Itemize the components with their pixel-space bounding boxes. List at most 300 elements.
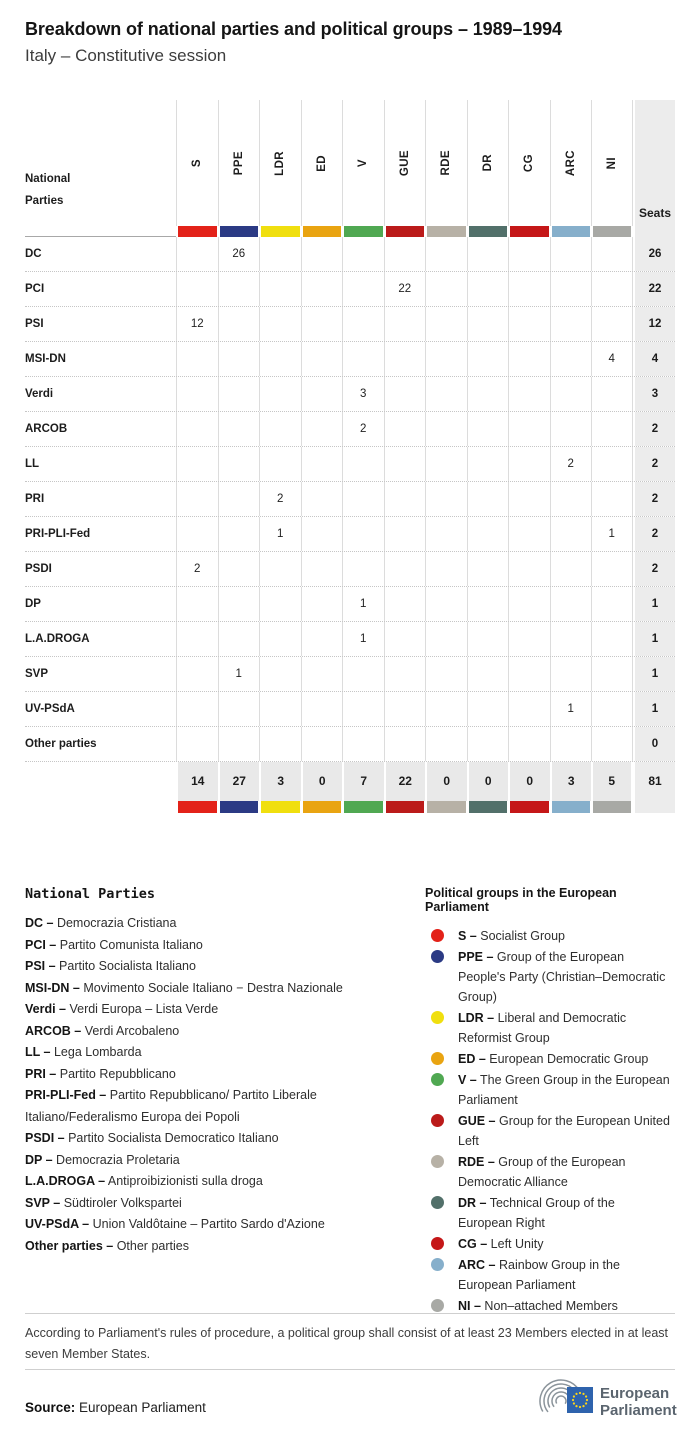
legend-groups-heading: Political groups in the European Parliament	[425, 886, 617, 914]
source-label: Source:	[25, 1400, 76, 1415]
legend-group-item	[425, 1070, 677, 1110]
group-description: DR – Technical Group of the European Right	[458, 1196, 615, 1230]
bar-cells	[176, 226, 633, 237]
cell-GUE	[384, 657, 426, 691]
group-code-label: V	[357, 158, 370, 168]
legend-party-item: SVP – Südtiroler Volkspartei	[25, 1195, 182, 1210]
legend-parties-heading: National Parties	[25, 886, 156, 902]
color-swatch	[344, 226, 383, 237]
table-row	[25, 552, 675, 587]
cell-CG	[508, 622, 550, 656]
seats-cell: 2	[635, 552, 675, 586]
group-code-label: NI	[605, 156, 618, 170]
cell-ED	[301, 692, 343, 726]
source-value: European Parliament	[79, 1400, 206, 1415]
cell-ED	[301, 272, 343, 306]
seats-cell: 26	[635, 237, 675, 271]
national-parties-legend	[25, 886, 420, 1257]
cell-RDE	[425, 377, 467, 411]
cell-ARC	[550, 657, 592, 691]
group-color-bar-S	[176, 226, 218, 237]
group-code-label: S	[191, 158, 204, 168]
cell-PPE	[218, 692, 260, 726]
group-column-header-S	[176, 100, 218, 226]
group-abbr: ARC –	[458, 1258, 496, 1272]
cell-DR	[467, 237, 509, 271]
cell-S: 12	[176, 307, 218, 341]
cell-LDR	[259, 307, 301, 341]
table-row	[25, 482, 675, 517]
legend-group-item	[425, 1049, 677, 1069]
cell-DR	[467, 342, 509, 376]
group-color-bar-S	[176, 801, 218, 813]
cell-ED	[301, 657, 343, 691]
cell-LDR	[259, 447, 301, 481]
cell-ED	[301, 517, 343, 551]
party-name-cell: ARCOB	[25, 423, 68, 435]
cell-ARC: 1	[550, 692, 592, 726]
party-abbr: ARCOB –	[25, 1023, 82, 1038]
seats-cell: 2	[635, 447, 675, 481]
table-row	[25, 237, 675, 272]
legend-party-item: DP – Democrazia Proletaria	[25, 1152, 180, 1167]
party-name-cell: UV-PSdA	[25, 703, 75, 715]
total-DR: 0	[467, 762, 509, 801]
group-color-bar-LDR	[259, 801, 301, 813]
color-bar-top	[25, 226, 675, 237]
color-swatch	[261, 226, 300, 237]
party-abbr: PRI-PLI-Fed –	[25, 1088, 107, 1102]
row-cells	[176, 412, 633, 446]
color-swatch	[344, 801, 383, 813]
cell-ARC: 2	[550, 447, 592, 481]
group-color-dot	[431, 950, 444, 963]
cell-PPE	[218, 272, 260, 306]
cell-RDE	[425, 447, 467, 481]
cell-LDR	[259, 377, 301, 411]
cell-GUE	[384, 447, 426, 481]
legend-group-item	[425, 1152, 677, 1192]
cell-GUE	[384, 552, 426, 586]
cell-RDE	[425, 622, 467, 656]
cell-DR	[467, 517, 509, 551]
cell-GUE	[384, 692, 426, 726]
group-description: CG – Left Unity	[458, 1237, 544, 1251]
group-abbr: S –	[458, 929, 477, 943]
group-color-bar-V	[342, 226, 384, 237]
total-GUE: 22	[384, 762, 426, 801]
color-swatch	[427, 801, 466, 813]
group-color-bar-GUE	[384, 226, 426, 237]
group-abbr: LDR –	[458, 1011, 495, 1025]
group-abbr: DR –	[458, 1196, 487, 1210]
table-header-row	[25, 100, 675, 226]
cell-V	[342, 517, 384, 551]
group-column-header-ED	[301, 100, 343, 226]
table-row	[25, 692, 675, 727]
group-color-bar-ARC	[550, 226, 592, 237]
legend-group-item	[425, 1234, 677, 1254]
group-color-bar-ED	[301, 226, 343, 237]
cell-S	[176, 237, 218, 271]
cell-CG	[508, 482, 550, 516]
source-line	[25, 1400, 206, 1415]
row-cells	[176, 482, 633, 516]
total-RDE: 0	[425, 762, 467, 801]
seats-header-label: Seats	[638, 206, 672, 220]
color-swatch	[552, 801, 591, 813]
legend-party-item: PRI – Partito Repubblicano	[25, 1066, 176, 1081]
group-description: S – Socialist Group	[458, 929, 565, 943]
group-color-bar-ARC	[550, 801, 592, 813]
totals-cells	[176, 762, 633, 801]
legend-party-item: Verdi – Verdi Europa – Lista Verde	[25, 1002, 219, 1016]
cell-ED	[301, 307, 343, 341]
party-name-cell: Verdi	[25, 388, 54, 400]
cell-V	[342, 272, 384, 306]
total-ED: 0	[301, 762, 343, 801]
group-code-label: CG	[523, 153, 536, 173]
cell-CG	[508, 552, 550, 586]
party-name-cell: MSI-DN	[25, 353, 66, 365]
party-abbr: Other parties –	[25, 1238, 114, 1253]
seats-cell: 1	[635, 587, 675, 621]
color-swatch	[552, 226, 591, 237]
cell-RDE	[425, 657, 467, 691]
group-code-label: LDR	[274, 150, 287, 176]
legend-group-item	[425, 1193, 677, 1233]
seats-cell: 1	[635, 622, 675, 656]
table-row	[25, 727, 675, 762]
seats-column-fill	[635, 801, 675, 813]
party-abbr: PCI –	[25, 937, 57, 952]
group-abbr: V –	[458, 1073, 477, 1087]
cell-ARC	[550, 482, 592, 516]
group-description: ARC – Rainbow Group in the European Parliament	[458, 1258, 620, 1292]
seats-cell: 0	[635, 727, 675, 761]
group-column-header-ARC	[550, 100, 592, 226]
group-color-bar-PPE	[218, 226, 260, 237]
party-abbr: PSDI –	[25, 1131, 65, 1145]
group-color-bar-CG	[508, 226, 550, 237]
group-color-dot	[431, 1011, 444, 1024]
cell-S	[176, 482, 218, 516]
cell-LDR	[259, 412, 301, 446]
color-swatch	[178, 226, 217, 237]
table-row	[25, 342, 675, 377]
seats-cell: 2	[635, 412, 675, 446]
party-abbr: DP –	[25, 1152, 53, 1167]
cell-S: 2	[176, 552, 218, 586]
party-name-cell: PCI	[25, 283, 45, 295]
group-code-label: ED	[315, 154, 328, 172]
cell-RDE	[425, 272, 467, 306]
cell-S	[176, 587, 218, 621]
cell-ARC	[550, 622, 592, 656]
cell-ED	[301, 587, 343, 621]
total-CG: 0	[508, 762, 550, 801]
color-swatch	[510, 801, 549, 813]
seats-cell: 2	[635, 482, 675, 516]
party-name-cell: SVP	[25, 668, 49, 680]
cell-ARC	[550, 412, 592, 446]
seats-cell: 3	[635, 377, 675, 411]
group-abbr: CG –	[458, 1237, 488, 1251]
party-name-cell: L.A.DROGA	[25, 633, 90, 645]
seats-cell: 2	[635, 517, 675, 551]
row-cells	[176, 727, 633, 761]
group-column-header-LDR	[259, 100, 301, 226]
group-code-label: DR	[481, 154, 494, 172]
legend-group-item	[425, 1255, 677, 1295]
cell-ARC	[550, 342, 592, 376]
cell-LDR	[259, 657, 301, 691]
cell-PPE: 26	[218, 237, 260, 271]
group-abbr: NI –	[458, 1299, 481, 1313]
cell-GUE	[384, 342, 426, 376]
table-row	[25, 447, 675, 482]
cell-CG	[508, 377, 550, 411]
group-color-dot	[431, 1237, 444, 1250]
cell-DR	[467, 692, 509, 726]
cell-CG	[508, 517, 550, 551]
legend-group-item	[425, 1111, 677, 1151]
group-color-bar-LDR	[259, 226, 301, 237]
table-body	[25, 237, 675, 762]
cell-PPE	[218, 587, 260, 621]
total-S: 14	[176, 762, 218, 801]
group-color-dot	[431, 1196, 444, 1209]
group-column-header-GUE	[384, 100, 426, 226]
cell-DR	[467, 307, 509, 341]
group-description: GUE – Group for the European United Left	[458, 1114, 670, 1148]
cell-ARC	[550, 307, 592, 341]
group-code-label: GUE	[398, 149, 411, 177]
color-swatch	[469, 801, 508, 813]
seats-header-cell	[635, 100, 675, 226]
table-row	[25, 657, 675, 692]
cell-V	[342, 727, 384, 761]
cell-V	[342, 237, 384, 271]
cell-RDE	[425, 342, 467, 376]
cell-NI: 4	[591, 342, 633, 376]
party-abbr: L.A.DROGA –	[25, 1174, 106, 1188]
legend-group-item	[425, 1008, 677, 1048]
group-color-bar-CG	[508, 801, 550, 813]
totals-row	[25, 762, 675, 801]
table-row	[25, 412, 675, 447]
row-cells	[176, 237, 633, 271]
cell-CG	[508, 587, 550, 621]
color-swatch	[220, 801, 259, 813]
total-NI: 5	[591, 762, 633, 801]
cell-NI	[591, 692, 633, 726]
cell-LDR: 2	[259, 482, 301, 516]
national-parties-label: National Parties	[25, 173, 71, 207]
legend-party-item: PCI – Partito Comunista Italiano	[25, 937, 203, 952]
cell-RDE	[425, 552, 467, 586]
cell-CG	[508, 342, 550, 376]
group-color-bar-PPE	[218, 801, 260, 813]
cell-LDR	[259, 587, 301, 621]
cell-S	[176, 517, 218, 551]
cell-RDE	[425, 412, 467, 446]
cell-ED	[301, 552, 343, 586]
group-column-header-RDE	[425, 100, 467, 226]
bar-row-label-cell	[25, 226, 176, 237]
cell-DR	[467, 552, 509, 586]
cell-CG	[508, 447, 550, 481]
cell-CG	[508, 272, 550, 306]
cell-NI	[591, 412, 633, 446]
cell-PPE	[218, 447, 260, 481]
group-color-bar-RDE	[425, 226, 467, 237]
party-abbr: SVP –	[25, 1195, 61, 1210]
table-row	[25, 587, 675, 622]
cell-NI	[591, 307, 633, 341]
party-abbr: MSI-DN –	[25, 980, 80, 995]
party-abbr: DC –	[25, 916, 54, 930]
group-color-dot	[431, 1052, 444, 1065]
table-row	[25, 307, 675, 342]
color-swatch	[178, 801, 217, 813]
group-code-label: RDE	[440, 150, 453, 176]
row-cells	[176, 307, 633, 341]
cell-PPE	[218, 482, 260, 516]
party-abbr: LL –	[25, 1045, 51, 1059]
cell-LDR	[259, 622, 301, 656]
cell-S	[176, 342, 218, 376]
cell-GUE	[384, 517, 426, 551]
party-abbr: Verdi –	[25, 1002, 66, 1016]
cell-S	[176, 447, 218, 481]
cell-LDR	[259, 727, 301, 761]
cell-PPE: 1	[218, 657, 260, 691]
bar-cells	[176, 801, 633, 813]
color-swatch	[510, 226, 549, 237]
group-description: NI – Non–attached Members	[458, 1299, 618, 1313]
group-color-dot	[431, 1073, 444, 1086]
seats-table	[25, 100, 675, 813]
group-abbr: PPE –	[458, 950, 494, 964]
cell-CG	[508, 307, 550, 341]
group-color-bar-V	[342, 801, 384, 813]
cell-RDE	[425, 727, 467, 761]
cell-V	[342, 447, 384, 481]
cell-DR	[467, 412, 509, 446]
row-cells	[176, 342, 633, 376]
bar-row-label-cell	[25, 801, 176, 813]
group-column-header-V	[342, 100, 384, 226]
table-row	[25, 517, 675, 552]
cell-ED	[301, 342, 343, 376]
cell-S	[176, 377, 218, 411]
color-swatch	[386, 226, 425, 237]
cell-LDR	[259, 237, 301, 271]
row-cells	[176, 377, 633, 411]
cell-NI	[591, 237, 633, 271]
cell-NI: 1	[591, 517, 633, 551]
row-cells	[176, 447, 633, 481]
cell-GUE	[384, 727, 426, 761]
party-name-cell: LL	[25, 458, 40, 470]
party-name-cell: PRI-PLI-Fed	[25, 528, 91, 540]
cell-PPE	[218, 727, 260, 761]
table-row	[25, 377, 675, 412]
cell-DR	[467, 657, 509, 691]
page-title: Breakdown of national parties and political groups – 1989–1994	[25, 19, 562, 39]
legend-groups-items	[425, 926, 677, 1316]
table-row	[25, 622, 675, 657]
cell-RDE	[425, 517, 467, 551]
cell-PPE	[218, 307, 260, 341]
seats-cell: 12	[635, 307, 675, 341]
cell-GUE	[384, 307, 426, 341]
row-cells	[176, 692, 633, 726]
cell-GUE	[384, 377, 426, 411]
total-ARC: 3	[550, 762, 592, 801]
cell-S	[176, 692, 218, 726]
table-row	[25, 272, 675, 307]
color-swatch	[386, 801, 425, 813]
eu-flag-icon	[567, 1387, 593, 1413]
cell-CG	[508, 237, 550, 271]
row-cells	[176, 622, 633, 656]
cell-DR	[467, 447, 509, 481]
color-bar-bottom	[25, 801, 675, 813]
cell-NI	[591, 552, 633, 586]
cell-PPE	[218, 342, 260, 376]
group-column-header-DR	[467, 100, 509, 226]
group-color-bar-DR	[467, 801, 509, 813]
total-PPE: 27	[218, 762, 260, 801]
group-color-dot	[431, 1299, 444, 1312]
divider	[25, 1369, 675, 1370]
group-description: V – The Green Group in the European Parliament	[458, 1073, 670, 1107]
cell-CG	[508, 727, 550, 761]
party-name-cell: PRI	[25, 493, 45, 505]
party-name-cell: DP	[25, 598, 41, 610]
cell-NI	[591, 587, 633, 621]
legend-group-item	[425, 926, 677, 946]
cell-DR	[467, 622, 509, 656]
group-color-bar-ED	[301, 801, 343, 813]
cell-GUE	[384, 412, 426, 446]
seats-cell: 22	[635, 272, 675, 306]
cell-GUE	[384, 237, 426, 271]
cell-NI	[591, 482, 633, 516]
total-seats-cell: 81	[635, 762, 675, 801]
divider	[25, 1313, 675, 1314]
cell-NI	[591, 622, 633, 656]
seats-column-fill	[635, 226, 675, 237]
cell-LDR	[259, 272, 301, 306]
logo-text-line1: European	[600, 1385, 670, 1402]
cell-CG	[508, 657, 550, 691]
party-name-cell: PSI	[25, 318, 44, 330]
cell-S	[176, 272, 218, 306]
cell-PPE	[218, 517, 260, 551]
legend-party-item: ARCOB – Verdi Arcobaleno	[25, 1023, 180, 1038]
cell-V	[342, 692, 384, 726]
european-parliament-logo	[525, 1375, 677, 1427]
legend-group-item	[425, 947, 677, 1007]
color-swatch	[303, 801, 342, 813]
cell-DR	[467, 482, 509, 516]
seats-cell: 4	[635, 342, 675, 376]
cell-ED	[301, 412, 343, 446]
group-description: ED – European Democratic Group	[458, 1052, 649, 1066]
